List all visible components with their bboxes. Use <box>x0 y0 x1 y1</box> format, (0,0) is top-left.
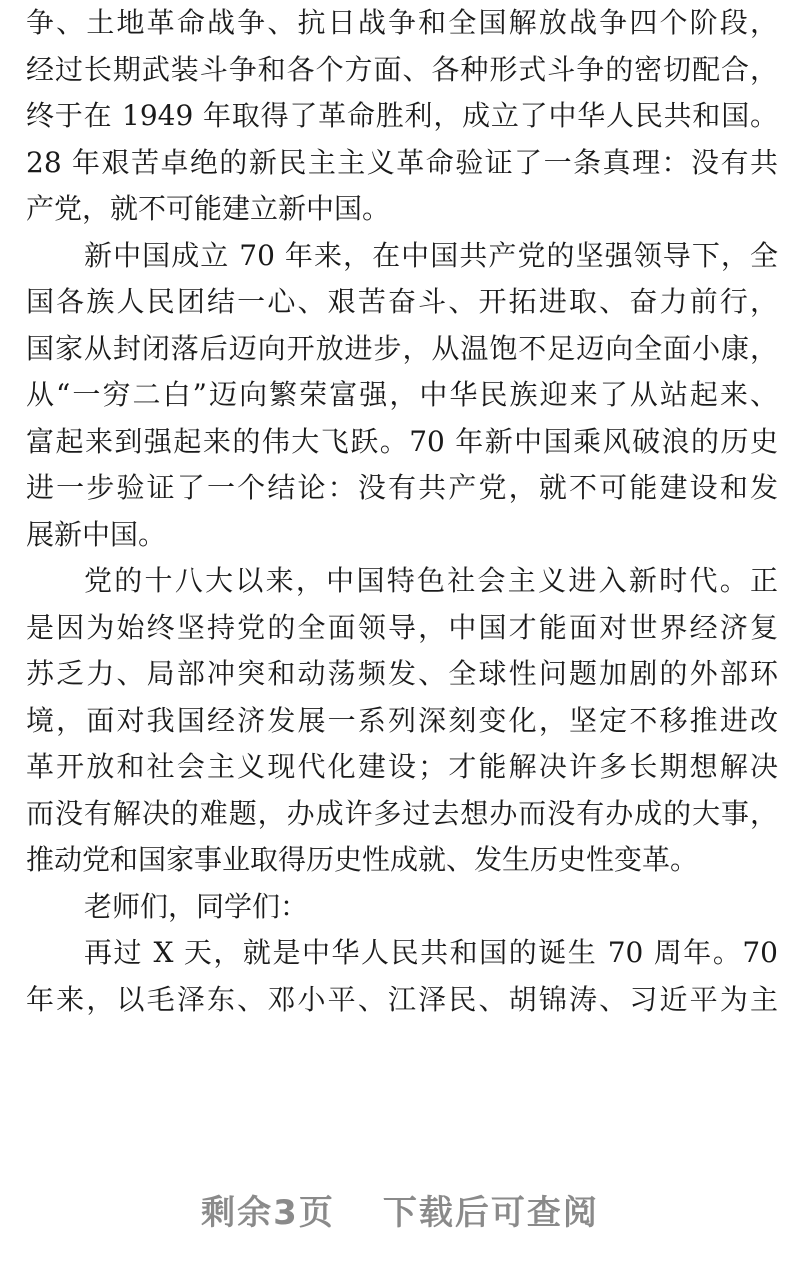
download-banner[interactable] <box>0 1185 800 1234</box>
text-line: 新中国成立 70 年来，在中国共产党的坚强领导下，全 <box>84 238 778 272</box>
text-line: 国家从封闭落后迈向开放进步，从温饱不足迈向全面小康， <box>26 331 778 365</box>
text-line: 国各族人民团结一心、艰苦奋斗、开拓进取、奋力前行， <box>26 285 778 318</box>
body-text <box>26 0 778 1023</box>
text-line: 是因为始终坚持党的全面领导，中国才能面对世界经济复 <box>26 610 778 644</box>
text-line: 党的十八大以来，中国特色社会主义进入新时代。正 <box>84 564 778 597</box>
text-line: 老师们，同学们： <box>84 889 309 923</box>
text-line: 革开放和社会主义现代化建设；才能解决许多长期想解决 <box>26 750 778 783</box>
text-line: 从“一穷二白”迈向繁荣富强，中华民族迎来了从站起来、 <box>26 378 778 411</box>
text-line: 苏乏力、局部冲突和动荡频发、全球性问题加剧的外部环 <box>26 657 778 690</box>
text-line: 经过长期武装斗争和各个方面、各种形式斗争的密切配合， <box>26 52 778 86</box>
text-line: 再过 X 天，就是中华人民共和国的诞生 70 周年。70 <box>84 936 778 969</box>
text-line: 境，面对我国经济发展一系列深刻变化，坚定不移推进改 <box>26 703 778 737</box>
text-line: 年来，以毛泽东、邓小平、江泽民、胡锦涛、习近平为主 <box>26 982 778 1016</box>
text-line: 展新中国。 <box>26 517 167 551</box>
text-line: 28 年艰苦卓绝的新民主主义革命验证了一条真理：没有共 <box>26 145 778 179</box>
text-line: 产党，就不可能建立新中国。 <box>26 192 391 225</box>
text-line: 终于在 1949 年取得了革命胜利，成立了中华人民共和国。 <box>26 99 778 132</box>
remaining-pages-label: 剩余3页 <box>201 1193 335 1233</box>
text-line: 争、土地革命战争、抗日战争和全国解放战争四个阶段， <box>26 6 778 39</box>
text-line: 富起来到强起来的伟大飞跃。70 年新中国乘风破浪的历史 <box>26 424 778 458</box>
download-prompt-label: 下载后可查阅 <box>382 1193 599 1233</box>
text-line: 推动党和国家事业取得历史性成就、发生历史性变革。 <box>26 843 699 876</box>
text-line: 进一步验证了一个结论：没有共产党，就不可能建设和发 <box>26 471 778 504</box>
text-line: 而没有解决的难题，办成许多过去想办而没有办成的大事， <box>26 796 778 830</box>
